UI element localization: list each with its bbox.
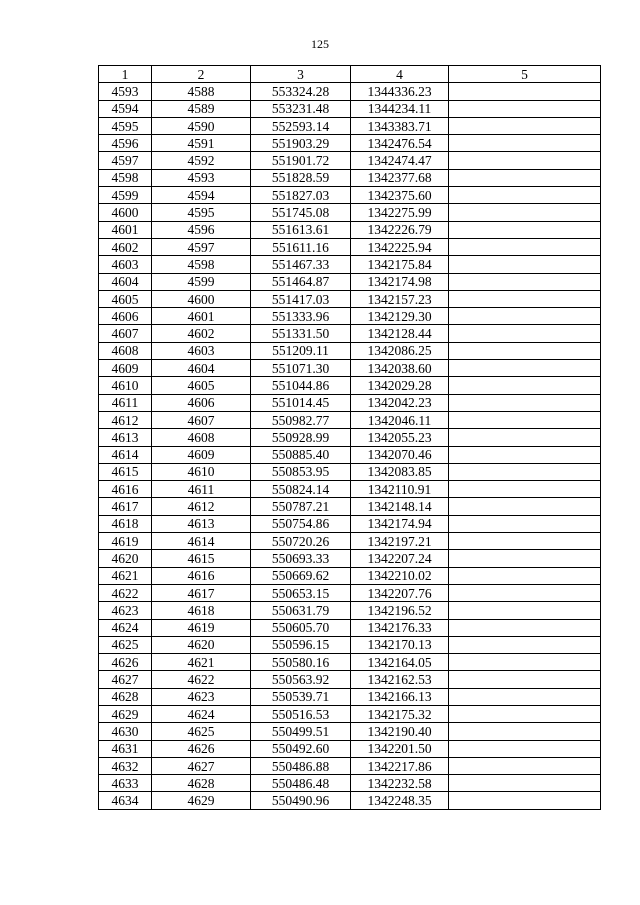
note-cell xyxy=(449,446,601,463)
note-cell xyxy=(449,342,601,359)
x-coordinate-cell: 551828.59 xyxy=(251,169,351,186)
table-row xyxy=(99,567,601,584)
sequence-number-cell: 4593 xyxy=(152,169,251,186)
table-row xyxy=(99,290,601,307)
y-coordinate-cell: 1342046.11 xyxy=(351,411,449,428)
note-cell xyxy=(449,360,601,377)
table-row xyxy=(99,83,601,100)
table-row xyxy=(99,584,601,601)
sequence-number-cell: 4606 xyxy=(152,394,251,411)
point-number-cell: 4631 xyxy=(99,740,152,757)
x-coordinate-cell: 551613.61 xyxy=(251,221,351,238)
y-coordinate-cell: 1342476.54 xyxy=(351,135,449,152)
sequence-number-cell: 4622 xyxy=(152,671,251,688)
y-coordinate-cell: 1342474.47 xyxy=(351,152,449,169)
x-coordinate-cell: 550824.14 xyxy=(251,481,351,498)
y-coordinate-cell: 1342225.94 xyxy=(351,238,449,255)
sequence-number-cell: 4625 xyxy=(152,723,251,740)
x-coordinate-cell: 551014.45 xyxy=(251,394,351,411)
y-coordinate-cell: 1342162.53 xyxy=(351,671,449,688)
y-coordinate-cell: 1342083.85 xyxy=(351,463,449,480)
note-cell xyxy=(449,429,601,446)
sequence-number-cell: 4615 xyxy=(152,550,251,567)
sequence-number-cell: 4626 xyxy=(152,740,251,757)
note-cell xyxy=(449,152,601,169)
y-coordinate-cell: 1342176.33 xyxy=(351,619,449,636)
table-row xyxy=(99,169,601,186)
table-row xyxy=(99,152,601,169)
point-number-cell: 4629 xyxy=(99,705,152,722)
point-number-cell: 4600 xyxy=(99,204,152,221)
point-number-cell: 4605 xyxy=(99,290,152,307)
x-coordinate-cell: 550653.15 xyxy=(251,584,351,601)
y-coordinate-cell: 1342042.23 xyxy=(351,394,449,411)
y-coordinate-cell: 1342029.28 xyxy=(351,377,449,394)
x-coordinate-cell: 550853.95 xyxy=(251,463,351,480)
point-number-cell: 4612 xyxy=(99,411,152,428)
y-coordinate-cell: 1342175.32 xyxy=(351,705,449,722)
sequence-number-cell: 4618 xyxy=(152,602,251,619)
x-coordinate-cell: 550486.48 xyxy=(251,775,351,792)
table-body xyxy=(99,83,601,809)
table-row xyxy=(99,740,601,757)
column-header-3: 3 xyxy=(251,66,351,83)
y-coordinate-cell: 1342170.13 xyxy=(351,636,449,653)
note-cell xyxy=(449,117,601,134)
y-coordinate-cell: 1342086.25 xyxy=(351,342,449,359)
point-number-cell: 4624 xyxy=(99,619,152,636)
x-coordinate-cell: 551417.03 xyxy=(251,290,351,307)
y-coordinate-cell: 1342070.46 xyxy=(351,446,449,463)
x-coordinate-cell: 550539.71 xyxy=(251,688,351,705)
table-row xyxy=(99,411,601,428)
note-cell xyxy=(449,705,601,722)
point-number-cell: 4620 xyxy=(99,550,152,567)
x-coordinate-cell: 553324.28 xyxy=(251,83,351,100)
table-row xyxy=(99,550,601,567)
note-cell xyxy=(449,135,601,152)
note-cell xyxy=(449,187,601,204)
note-cell xyxy=(449,83,601,100)
note-cell xyxy=(449,619,601,636)
y-coordinate-cell: 1342226.79 xyxy=(351,221,449,238)
x-coordinate-cell: 551745.08 xyxy=(251,204,351,221)
y-coordinate-cell: 1344234.11 xyxy=(351,100,449,117)
table-row xyxy=(99,533,601,550)
x-coordinate-cell: 550563.92 xyxy=(251,671,351,688)
note-cell xyxy=(449,792,601,809)
table-row xyxy=(99,654,601,671)
note-cell xyxy=(449,238,601,255)
point-number-cell: 4611 xyxy=(99,394,152,411)
y-coordinate-cell: 1342175.84 xyxy=(351,256,449,273)
point-number-cell: 4595 xyxy=(99,117,152,134)
table-row xyxy=(99,325,601,342)
y-coordinate-cell: 1342110.91 xyxy=(351,481,449,498)
point-number-cell: 4597 xyxy=(99,152,152,169)
y-coordinate-cell: 1342190.40 xyxy=(351,723,449,740)
point-number-cell: 4634 xyxy=(99,792,152,809)
y-coordinate-cell: 1342174.98 xyxy=(351,273,449,290)
sequence-number-cell: 4627 xyxy=(152,757,251,774)
y-coordinate-cell: 1342148.14 xyxy=(351,498,449,515)
table-row xyxy=(99,117,601,134)
table-row xyxy=(99,394,601,411)
point-number-cell: 4623 xyxy=(99,602,152,619)
column-header-5: 5 xyxy=(449,66,601,83)
table-row xyxy=(99,792,601,809)
x-coordinate-cell: 550499.51 xyxy=(251,723,351,740)
table-row xyxy=(99,757,601,774)
table-row xyxy=(99,602,601,619)
note-cell xyxy=(449,481,601,498)
sequence-number-cell: 4604 xyxy=(152,360,251,377)
column-header-1: 1 xyxy=(99,66,152,83)
x-coordinate-cell: 551331.50 xyxy=(251,325,351,342)
point-number-cell: 4613 xyxy=(99,429,152,446)
point-number-cell: 4601 xyxy=(99,221,152,238)
point-number-cell: 4609 xyxy=(99,360,152,377)
point-number-cell: 4632 xyxy=(99,757,152,774)
point-number-cell: 4602 xyxy=(99,238,152,255)
point-number-cell: 4621 xyxy=(99,567,152,584)
y-coordinate-cell: 1342217.86 xyxy=(351,757,449,774)
x-coordinate-cell: 550580.16 xyxy=(251,654,351,671)
note-cell xyxy=(449,688,601,705)
sequence-number-cell: 4609 xyxy=(152,446,251,463)
point-number-cell: 4619 xyxy=(99,533,152,550)
note-cell xyxy=(449,100,601,117)
sequence-number-cell: 4614 xyxy=(152,533,251,550)
point-number-cell: 4593 xyxy=(99,83,152,100)
y-coordinate-cell: 1343383.71 xyxy=(351,117,449,134)
y-coordinate-cell: 1342248.35 xyxy=(351,792,449,809)
sequence-number-cell: 4607 xyxy=(152,411,251,428)
x-coordinate-cell: 551333.96 xyxy=(251,308,351,325)
coordinates-table xyxy=(98,65,601,810)
note-cell xyxy=(449,654,601,671)
x-coordinate-cell: 550596.15 xyxy=(251,636,351,653)
x-coordinate-cell: 553231.48 xyxy=(251,100,351,117)
sequence-number-cell: 4620 xyxy=(152,636,251,653)
sequence-number-cell: 4629 xyxy=(152,792,251,809)
point-number-cell: 4608 xyxy=(99,342,152,359)
y-coordinate-cell: 1342275.99 xyxy=(351,204,449,221)
table-row xyxy=(99,723,601,740)
sequence-number-cell: 4612 xyxy=(152,498,251,515)
sequence-number-cell: 4596 xyxy=(152,221,251,238)
sequence-number-cell: 4597 xyxy=(152,238,251,255)
x-coordinate-cell: 550720.26 xyxy=(251,533,351,550)
sequence-number-cell: 4628 xyxy=(152,775,251,792)
table-row xyxy=(99,135,601,152)
point-number-cell: 4594 xyxy=(99,100,152,117)
y-coordinate-cell: 1342129.30 xyxy=(351,308,449,325)
point-number-cell: 4625 xyxy=(99,636,152,653)
note-cell xyxy=(449,740,601,757)
sequence-number-cell: 4611 xyxy=(152,481,251,498)
x-coordinate-cell: 550605.70 xyxy=(251,619,351,636)
y-coordinate-cell: 1342197.21 xyxy=(351,533,449,550)
point-number-cell: 4603 xyxy=(99,256,152,273)
x-coordinate-cell: 550787.21 xyxy=(251,498,351,515)
y-coordinate-cell: 1342164.05 xyxy=(351,654,449,671)
sequence-number-cell: 4590 xyxy=(152,117,251,134)
note-cell xyxy=(449,567,601,584)
table-row xyxy=(99,671,601,688)
point-number-cell: 4599 xyxy=(99,187,152,204)
note-cell xyxy=(449,515,601,532)
sequence-number-cell: 4592 xyxy=(152,152,251,169)
sequence-number-cell: 4594 xyxy=(152,187,251,204)
note-cell xyxy=(449,584,601,601)
x-coordinate-cell: 551044.86 xyxy=(251,377,351,394)
sequence-number-cell: 4599 xyxy=(152,273,251,290)
x-coordinate-cell: 550669.62 xyxy=(251,567,351,584)
sequence-number-cell: 4619 xyxy=(152,619,251,636)
x-coordinate-cell: 551071.30 xyxy=(251,360,351,377)
x-coordinate-cell: 551467.33 xyxy=(251,256,351,273)
note-cell xyxy=(449,169,601,186)
table-row xyxy=(99,342,601,359)
note-cell xyxy=(449,775,601,792)
point-number-cell: 4627 xyxy=(99,671,152,688)
x-coordinate-cell: 550516.53 xyxy=(251,705,351,722)
table-row xyxy=(99,429,601,446)
sequence-number-cell: 4602 xyxy=(152,325,251,342)
table-row xyxy=(99,360,601,377)
table-row xyxy=(99,636,601,653)
table-row xyxy=(99,100,601,117)
x-coordinate-cell: 550492.60 xyxy=(251,740,351,757)
table-row xyxy=(99,238,601,255)
note-cell xyxy=(449,377,601,394)
point-number-cell: 4633 xyxy=(99,775,152,792)
note-cell xyxy=(449,308,601,325)
column-header-2: 2 xyxy=(152,66,251,83)
note-cell xyxy=(449,498,601,515)
table-header xyxy=(99,66,601,83)
table-row xyxy=(99,187,601,204)
y-coordinate-cell: 1342166.13 xyxy=(351,688,449,705)
note-cell xyxy=(449,463,601,480)
sequence-number-cell: 4621 xyxy=(152,654,251,671)
sequence-number-cell: 4601 xyxy=(152,308,251,325)
x-coordinate-cell: 550928.99 xyxy=(251,429,351,446)
x-coordinate-cell: 550631.79 xyxy=(251,602,351,619)
point-number-cell: 4617 xyxy=(99,498,152,515)
table-row xyxy=(99,273,601,290)
note-cell xyxy=(449,671,601,688)
x-coordinate-cell: 550754.86 xyxy=(251,515,351,532)
note-cell xyxy=(449,636,601,653)
point-number-cell: 4616 xyxy=(99,481,152,498)
note-cell xyxy=(449,550,601,567)
point-number-cell: 4607 xyxy=(99,325,152,342)
y-coordinate-cell: 1342207.76 xyxy=(351,584,449,601)
note-cell xyxy=(449,204,601,221)
table-row xyxy=(99,775,601,792)
note-cell xyxy=(449,723,601,740)
point-number-cell: 4610 xyxy=(99,377,152,394)
sequence-number-cell: 4608 xyxy=(152,429,251,446)
sequence-number-cell: 4588 xyxy=(152,83,251,100)
table-row xyxy=(99,256,601,273)
sequence-number-cell: 4613 xyxy=(152,515,251,532)
x-coordinate-cell: 550486.88 xyxy=(251,757,351,774)
x-coordinate-cell: 550885.40 xyxy=(251,446,351,463)
y-coordinate-cell: 1342375.60 xyxy=(351,187,449,204)
point-number-cell: 4598 xyxy=(99,169,152,186)
note-cell xyxy=(449,533,601,550)
sequence-number-cell: 4616 xyxy=(152,567,251,584)
header-row xyxy=(99,66,601,83)
point-number-cell: 4618 xyxy=(99,515,152,532)
x-coordinate-cell: 551611.16 xyxy=(251,238,351,255)
table-row xyxy=(99,705,601,722)
x-coordinate-cell: 551827.03 xyxy=(251,187,351,204)
note-cell xyxy=(449,256,601,273)
point-number-cell: 4622 xyxy=(99,584,152,601)
point-number-cell: 4596 xyxy=(99,135,152,152)
sequence-number-cell: 4610 xyxy=(152,463,251,480)
x-coordinate-cell: 551903.29 xyxy=(251,135,351,152)
table-row xyxy=(99,446,601,463)
sequence-number-cell: 4624 xyxy=(152,705,251,722)
table-row xyxy=(99,481,601,498)
sequence-number-cell: 4591 xyxy=(152,135,251,152)
y-coordinate-cell: 1342038.60 xyxy=(351,360,449,377)
sequence-number-cell: 4589 xyxy=(152,100,251,117)
table-row xyxy=(99,308,601,325)
page-number: 125 xyxy=(311,37,329,51)
note-cell xyxy=(449,394,601,411)
x-coordinate-cell: 550490.96 xyxy=(251,792,351,809)
table-row xyxy=(99,498,601,515)
table-row xyxy=(99,515,601,532)
point-number-cell: 4630 xyxy=(99,723,152,740)
table-row xyxy=(99,463,601,480)
y-coordinate-cell: 1342157.23 xyxy=(351,290,449,307)
table-row xyxy=(99,377,601,394)
note-cell xyxy=(449,221,601,238)
note-cell xyxy=(449,602,601,619)
point-number-cell: 4604 xyxy=(99,273,152,290)
note-cell xyxy=(449,325,601,342)
y-coordinate-cell: 1342232.58 xyxy=(351,775,449,792)
y-coordinate-cell: 1342210.02 xyxy=(351,567,449,584)
y-coordinate-cell: 1342377.68 xyxy=(351,169,449,186)
x-coordinate-cell: 551464.87 xyxy=(251,273,351,290)
x-coordinate-cell: 550982.77 xyxy=(251,411,351,428)
y-coordinate-cell: 1342207.24 xyxy=(351,550,449,567)
table-row xyxy=(99,688,601,705)
point-number-cell: 4628 xyxy=(99,688,152,705)
point-number-cell: 4626 xyxy=(99,654,152,671)
y-coordinate-cell: 1344336.23 xyxy=(351,83,449,100)
x-coordinate-cell: 551209.11 xyxy=(251,342,351,359)
note-cell xyxy=(449,411,601,428)
note-cell xyxy=(449,290,601,307)
table-row xyxy=(99,221,601,238)
sequence-number-cell: 4623 xyxy=(152,688,251,705)
column-header-4: 4 xyxy=(351,66,449,83)
note-cell xyxy=(449,273,601,290)
sequence-number-cell: 4600 xyxy=(152,290,251,307)
point-number-cell: 4614 xyxy=(99,446,152,463)
y-coordinate-cell: 1342128.44 xyxy=(351,325,449,342)
x-coordinate-cell: 552593.14 xyxy=(251,117,351,134)
sequence-number-cell: 4595 xyxy=(152,204,251,221)
sequence-number-cell: 4598 xyxy=(152,256,251,273)
table-row xyxy=(99,204,601,221)
point-number-cell: 4606 xyxy=(99,308,152,325)
y-coordinate-cell: 1342055.23 xyxy=(351,429,449,446)
y-coordinate-cell: 1342201.50 xyxy=(351,740,449,757)
sequence-number-cell: 4603 xyxy=(152,342,251,359)
table-row xyxy=(99,619,601,636)
sequence-number-cell: 4617 xyxy=(152,584,251,601)
x-coordinate-cell: 550693.33 xyxy=(251,550,351,567)
point-number-cell: 4615 xyxy=(99,463,152,480)
y-coordinate-cell: 1342196.52 xyxy=(351,602,449,619)
sequence-number-cell: 4605 xyxy=(152,377,251,394)
x-coordinate-cell: 551901.72 xyxy=(251,152,351,169)
note-cell xyxy=(449,757,601,774)
y-coordinate-cell: 1342174.94 xyxy=(351,515,449,532)
